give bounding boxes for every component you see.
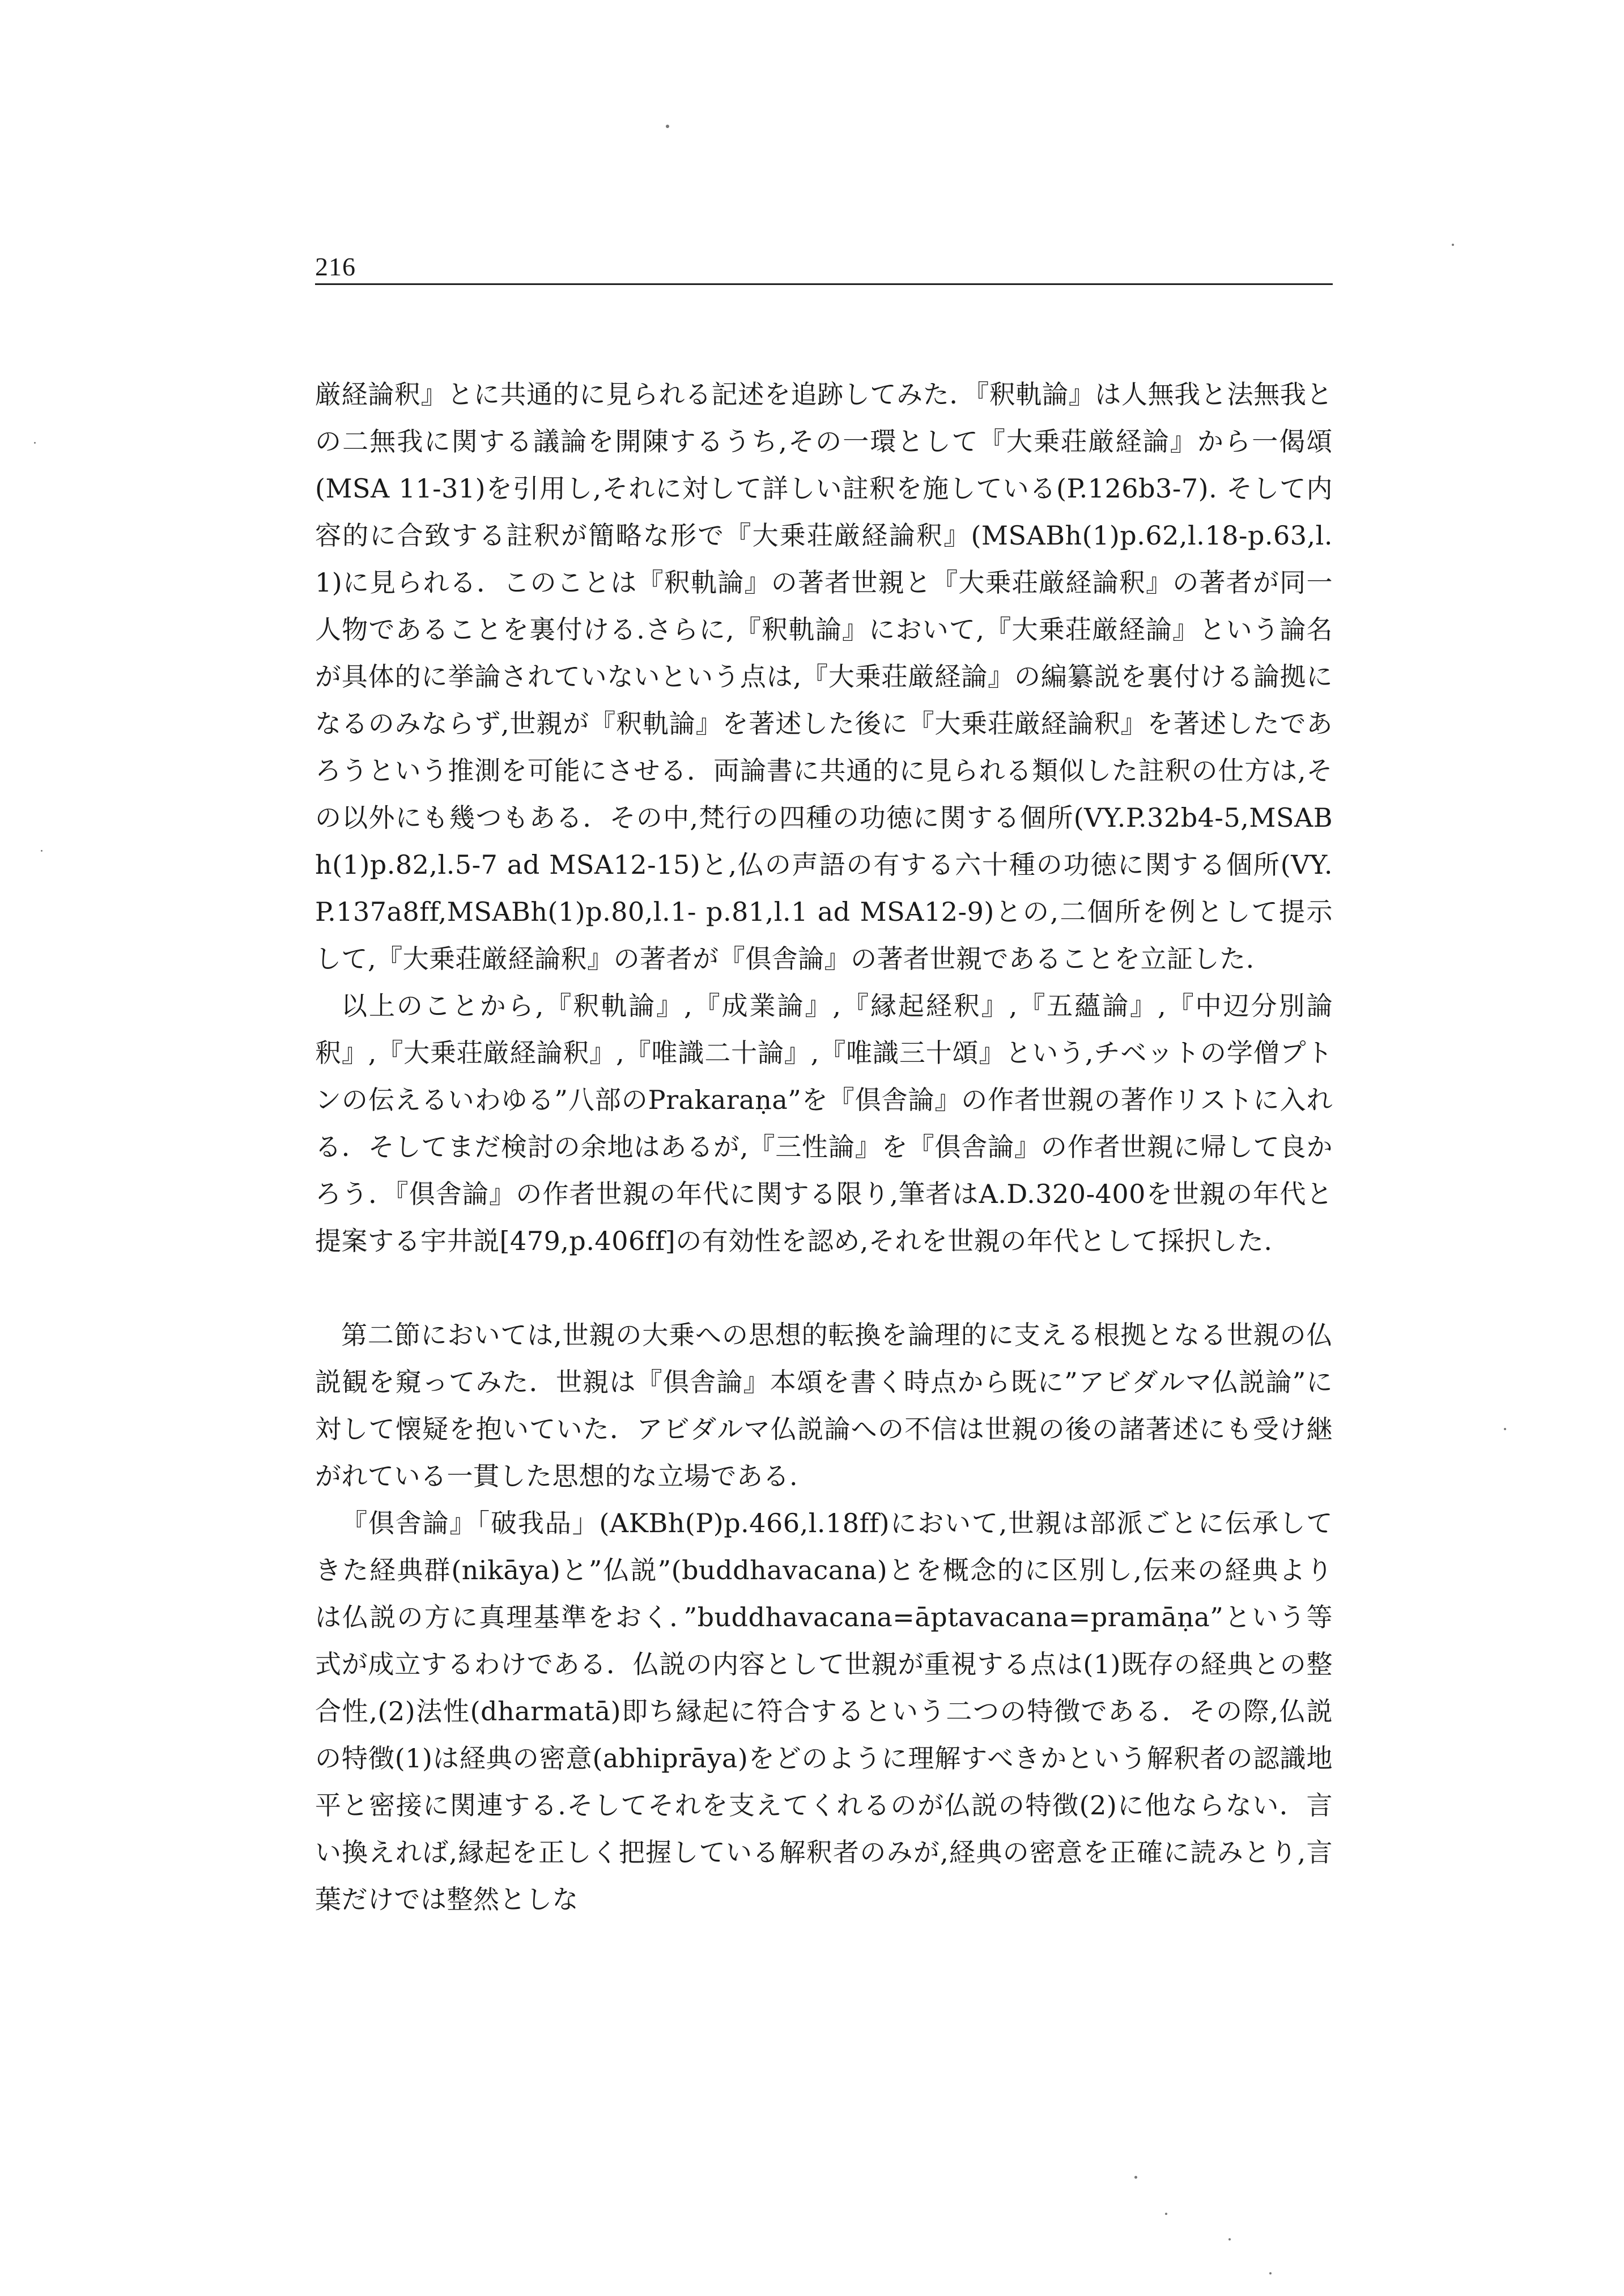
paragraph-continuation: 厳経論釈』とに共通的に見られる記述を追跡してみた．『釈軌論』は人無我と法無我との二無我に関する議論を開陳するうち,その一環として『大乗荘厳経論』から一偈頌(MSA 11-31)を引用し,それに対して詳しい註釈を施している(P.126b3-7). そして内容的に合致する註釈が簡略な形で『大乗荘厳経論釈』(MSABh(1)p.62,l.18-p.63,l.1)に見られる．このことは『釈軌論』の著者世親と『大乗荘厳経論釈』の著者が同一人物であることを裏付ける.さらに,『釈軌論』において,『大乗荘厳経論』という論名が具体的に挙論されていないという点は,『大乗荘厳経論』の編纂説を裏付ける論拠になるのみならず,世親が『釈軌論』を著述した後に『大乗荘厳経論釈』を著述したであろうという推測を可能にさせる．両論書に共通的に見られる類似した註釈の仕方は,その以外にも幾つもある．その中,梵行の四種の功徳に関する個所(VY.P.32b4-5,MSABh(1)p.82,l.5-7 ad MSA12-15)と,仏の声語の有する六十種の功徳に関する個所(VY.P.137a8ff,MSABh(1)p.80,l.1- p.81,l.1 ad MSA12-9)との,二個所を例として提示して,『大乗荘厳経論釈』の著者が『倶舎論』の著者世親であることを立証した. [315,379,1333,974]
scan-speck [1165,2213,1167,2215]
scan-speck [34,442,36,444]
body-text [315,371,1333,1923]
scan-speck [1452,244,1454,246]
page-number: 216 [315,252,356,281]
scan-speck [1504,1428,1506,1430]
paragraph-section-two: 第二節においては,世親の大乗への思想的転換を論理的に支える根拠となる世親の仏説観を窺ってみた．世親は『倶舎論』本頌を書く時点から既に”アビダルマ仏説論”に対して懐疑を抱いていた．アビダルマ仏説論への不信は世親の後の諸著述にも受け継がれている一貫した思想的な立場である. [315,1320,1333,1491]
page-header [315,249,1333,285]
scan-speck [1269,2272,1272,2274]
scan-speck [666,125,669,128]
scan-speck [1228,2238,1231,2240]
scan-speck [41,850,42,852]
section-gap [315,1265,1333,1312]
paragraph-conclusion: 以上のことから,『釈軌論』,『成業論』,『縁起経釈』,『五蘊論』,『中辺分別論釈』,『大乗荘厳経論釈』,『唯識二十論』,『唯識三十頌』という,チベットの学僧プトンの伝えるいわゆる”八部のPrakaraṇa”を『倶舎論』の作者世親の著作リストに入れる．そしてまだ検討の余地はあるが,『三性論』を『倶舎論』の作者世親に帰して良かろう．『倶舎論』の作者世親の年代に関する限り,筆者はA.D.320-400を世親の年代と提案する宇井説[479,p.406ff]の有効性を認め,それを世親の年代として採択した. [315,990,1333,1256]
scan-speck [1134,2176,1137,2179]
paragraph-buddhavacana: 『倶舎論』「破我品」(AKBh(P)p.466,l.18ff)において,世親は部派ごとに伝承してきた経典群(nikāya)と”仏説”(buddhavacana)とを概念的に区別し,伝来の経典よりは仏説の方に真理基準をおく．”buddhavacana=āptavacana=pramāṇa”という等式が成立するわけである．仏説の内容として世親が重視する点は(1)既存の経典との整合性,(2)法性(dharmatā)即ち縁起に符合するという二つの特徴である．その際,仏説の特徴(1)は経典の密意(abhiprāya)をどのように理解すべきかという解釈者の認識地平と密接に関連する.そしてそれを支えてくれるのが仏説の特徴(2)に他ならない．言い換えれば,縁起を正しく把握している解釈者のみが,経典の密意を正確に読みとり,言葉だけでは整然としな [315,1508,1333,1915]
